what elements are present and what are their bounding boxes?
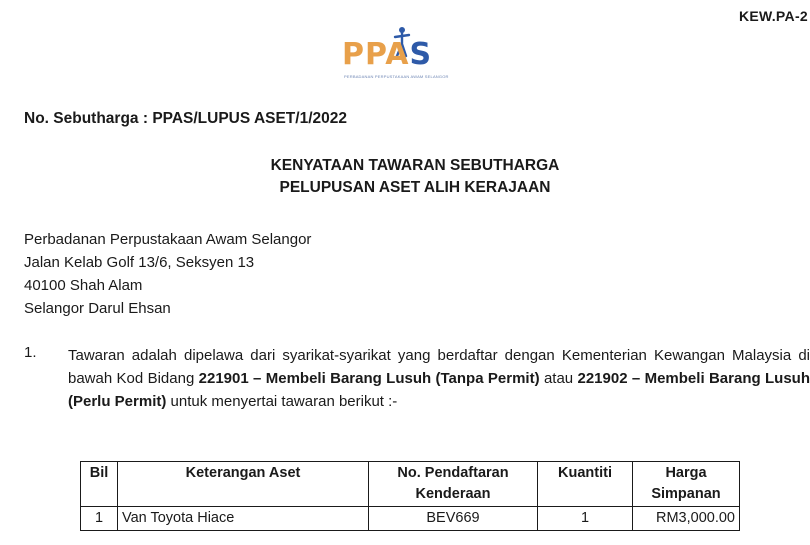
clause-number: 1. — [24, 344, 37, 361]
header-harga: Harga Simpanan — [633, 462, 740, 507]
address-line: Jalan Kelab Golf 13/6, Seksyen 13 — [24, 254, 255, 271]
cell-kuantiti: 1 — [538, 507, 633, 531]
cell-keterangan: Van Toyota Hiace — [118, 507, 369, 531]
header-kuantiti: Kuantiti — [538, 462, 633, 507]
reference-number: No. Sebutharga : PPAS/LUPUS ASET/1/2022 — [24, 110, 347, 127]
header-bil: Bil — [81, 462, 118, 507]
code-221902: 221902 – Membeli Barang Lusuh (Perlu Permit) — [68, 370, 810, 410]
cell-harga: RM3,000.00 — [633, 507, 740, 531]
clause-text: Tawaran adalah dipelawa dari syarikat-syarikat yang berdaftar dengan Kementerian Kewangan Malaysia di bawah Kod Bidang 221901 – Membeli Barang Lusuh (Tanpa Permit) atau 221902 – Membeli Barang Lusuh (Perlu Permit) untuk menyertai tawaran berikut :- — [68, 347, 810, 410]
address-line: Perbadanan Perpustakaan Awam Selangor — [24, 231, 312, 248]
logo-tagline: PERBADANAN PERPUSTAKAAN AWAM SELANGOR — [344, 74, 449, 79]
table-header-row — [81, 462, 740, 507]
title-line-2: PELUPUSAN ASET ALIH KERAJAAN — [279, 179, 551, 196]
header-no-pendaftaran: No. Pendaftaran Kenderaan — [369, 462, 538, 507]
asset-table — [80, 461, 740, 531]
address-line: 40100 Shah Alam — [24, 277, 143, 294]
address-block — [24, 228, 311, 320]
code-221901: 221901 – Membeli Barang Lusuh (Tanpa Permit) — [198, 370, 540, 387]
header-keterangan: Keterangan Aset — [118, 462, 369, 507]
title-line-1: KENYATAAN TAWARAN SEBUTHARGA — [270, 157, 560, 174]
form-code: KEW.PA-2 — [738, 8, 808, 24]
address-line: Selangor Darul Ehsan — [24, 300, 171, 317]
ppas-logo — [338, 26, 448, 88]
document-title — [0, 155, 810, 199]
logo-letters: PPAS — [342, 37, 433, 72]
table-row — [81, 507, 740, 531]
cell-bil: 1 — [81, 507, 118, 531]
cell-no-pendaftaran: BEV669 — [369, 507, 538, 531]
